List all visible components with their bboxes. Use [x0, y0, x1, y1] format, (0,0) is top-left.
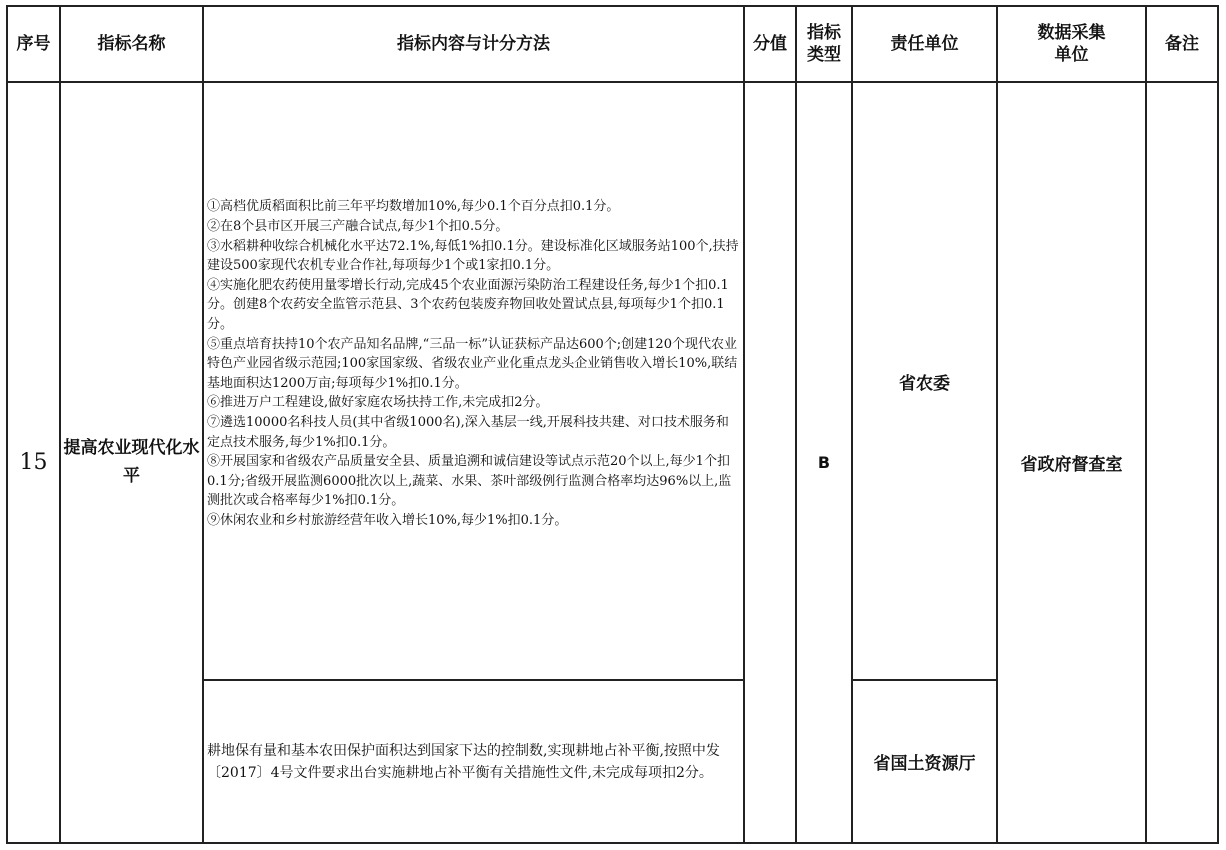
header-score: 分值 [744, 6, 796, 82]
row-score [744, 82, 796, 843]
content-item-3: ③水稻耕种收综合机械化水平达72.1%,每低1%扣0.1分。建设标准化区域服务站100个,扶持建设500家现代农机专业合作社,每项每少1个或1家扣0.1分。 [207, 238, 739, 274]
header-seq: 序号 [7, 6, 60, 82]
land-text: 耕地保有量和基本农田保护面积达到国家下达的控制数,实现耕地占补平衡,按照中发〔2017〕4号文件要求出台实施耕地占补平衡有关措施性文件,未完成每项扣2分。 [207, 742, 720, 781]
header-unit: 责任单位 [852, 6, 997, 82]
row-unit-1: 省农委 [852, 82, 997, 680]
row-content [203, 82, 744, 680]
row-type: B [796, 82, 852, 843]
row-collect-unit: 省政府督查室 [997, 82, 1146, 843]
row-seq: 15 [7, 82, 60, 843]
row-note [1146, 82, 1218, 843]
content-item-4: ④实施化肥农药使用量零增长行动,完成45个农业面源污染防治工程建设任务,每少1个扣0.1分。创建8个农药安全监管示范县、3个农药包装废弃物回收处置试点县,每项每少1个扣0.1分。 [207, 277, 729, 333]
content-item-5: ⑤重点培育扶持10个农产品知名品牌,“三品一标”认证获标产品达600个;创建120个现代农业特色产业园省级示范园;100家国家级、省级农业产业化重点龙头企业销售收入增长10%,联结基地面积达1200万亩;每项每少1%扣0.1分。 [207, 336, 738, 391]
header-name: 指标名称 [60, 6, 203, 82]
content-item-7: ⑦遴选10000名科技人员(其中省级1000名),深入基层一线,开展科技共建、对口技术服务和定点技术服务,每少1%扣0.1分。 [207, 414, 729, 450]
header-content: 指标内容与计分方法 [203, 6, 744, 82]
header-collect: 数据采集单位 [997, 6, 1146, 82]
header-note: 备注 [1146, 6, 1218, 82]
content-item-6: ⑥推进万户工程建设,做好家庭农场扶持工作,未完成扣2分。 [207, 395, 549, 411]
content-item-9: ⑨休闲农业和乡村旅游经营年收入增长10%,每少1%扣0.1分。 [207, 512, 568, 528]
content-items [207, 197, 739, 530]
table-row [7, 82, 1218, 680]
header-row [7, 6, 1218, 82]
row-land-content [203, 680, 744, 843]
content-item-2: ②在8个县市区开展三产融合试点,每少1个扣0.5分。 [207, 219, 509, 235]
row-name: 提高农业现代化水平 [60, 82, 203, 843]
indicator-table [6, 5, 1219, 844]
row-unit-2: 省国土资源厅 [852, 680, 997, 843]
content-item-1: ①高档优质稻面积比前三年平均数增加10%,每少0.1个百分点扣0.1分。 [207, 199, 620, 215]
header-type: 指标类型 [796, 6, 852, 82]
content-item-8: ⑧开展国家和省级农产品质量安全县、质量追溯和诚信建设等试点示范20个以上,每少1个扣0.1分;省级开展监测6000批次以上,蔬菜、水果、茶叶部级例行监测合格率均达96%以上,监测批次或合格率每少1%扣0.1分。 [207, 454, 732, 509]
